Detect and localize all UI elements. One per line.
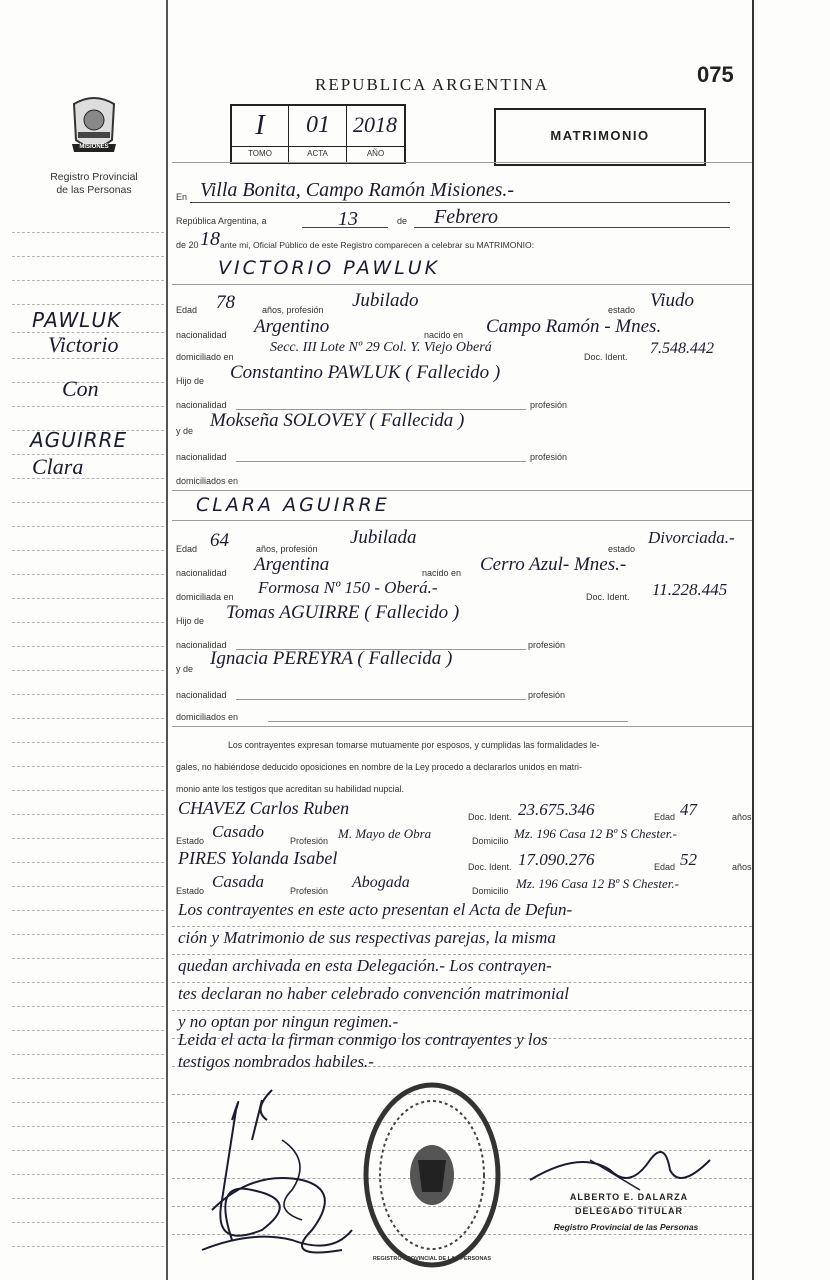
bride-doc-label: Doc. Ident. bbox=[586, 592, 630, 602]
bride-doc: 11.228.445 bbox=[652, 580, 728, 599]
bride-edad: 64 bbox=[210, 530, 229, 551]
witness2-doc: 17.090.276 bbox=[518, 850, 595, 869]
bride-nacionalidad-label: nacionalidad bbox=[176, 568, 227, 578]
ceremony-month: Febrero bbox=[434, 206, 499, 228]
tomo-value: I bbox=[255, 110, 265, 141]
bride-father-label: Hijo de bbox=[176, 616, 205, 626]
witness1-doc-label: Doc. Ident. bbox=[468, 812, 512, 822]
witness2-anos-label: años bbox=[732, 862, 752, 872]
sidebar-con: Con bbox=[62, 376, 99, 401]
bride-name: CLARA AGUIRRE bbox=[196, 494, 390, 516]
groom-estado: Viudo bbox=[650, 290, 694, 311]
bride-profesion: Jubilada bbox=[350, 527, 417, 548]
doc-type-box bbox=[494, 108, 706, 166]
anio-label: AÑO bbox=[366, 149, 385, 158]
witness2-doc-label: Doc. Ident. bbox=[468, 862, 512, 872]
groom-father-label: Hijo de bbox=[176, 376, 205, 386]
round-seal-text: REGISTRO PROVINCIAL DE LAS PERSONAS bbox=[372, 1256, 492, 1262]
groom-edad: 78 bbox=[216, 292, 235, 313]
groom-domicilio-label: domiciliado en bbox=[176, 352, 234, 362]
groom-father: Constantino PAWLUK ( Fallecido ) bbox=[230, 362, 501, 383]
bride-father-nac-label: nacionalidad bbox=[176, 640, 227, 650]
official-stamp-registry: Registro Provincial de las Personas bbox=[553, 1222, 699, 1232]
groom-mother-prof-label: profesión bbox=[530, 452, 568, 462]
declaration-line-1: Los contrayentes expresan tomarse mutuamente por esposos, y cumplidas las formalidades le- bbox=[228, 740, 600, 750]
bride-estado: Divorciada.- bbox=[648, 528, 735, 547]
groom-nacido-label: nacido en bbox=[424, 330, 464, 340]
registry-name-line2: de las Personas bbox=[56, 184, 132, 196]
ceremony-day: 13 bbox=[338, 208, 358, 230]
groom-nacionalidad-label: nacionalidad bbox=[176, 330, 227, 340]
witness1-name: CHAVEZ Carlos Ruben bbox=[178, 798, 350, 818]
witness1-domicilio-label: Domicilio bbox=[472, 836, 509, 846]
seal-label: MISIONES bbox=[79, 144, 109, 150]
sidebar-given-1: Victorio bbox=[48, 332, 119, 357]
groom-domiciliados-label: domiciliados en bbox=[176, 476, 239, 486]
witness1-edad: 47 bbox=[680, 800, 697, 819]
notes-line-2: ción y Matrimonio de sus respectivas parejas, la misma bbox=[178, 928, 556, 947]
groom-mother: Mokseña SOLOVEY ( Fallecida ) bbox=[210, 410, 465, 431]
groom-estado-label: estado bbox=[608, 305, 636, 315]
bride-mother: Ignacia PEREYRA ( Fallecida ) bbox=[210, 648, 453, 669]
bride-domiciliados-label: domiciliados en bbox=[176, 712, 239, 722]
notes-line-5: y no optan por ningun regimen.- bbox=[178, 1012, 399, 1031]
provincial-seal bbox=[66, 94, 122, 160]
witness2-estado-label: Estado bbox=[176, 886, 205, 896]
bride-edad-label: Edad bbox=[176, 544, 198, 554]
declaration-line-2: gales, no habiéndose deducido oposiciones en nombre de la Ley procedo a declararlos unidos en matri- bbox=[176, 762, 582, 772]
bride-domicilio-label: domiciliada en bbox=[176, 592, 234, 602]
witness1-estado: Casado bbox=[212, 822, 264, 841]
official-stamp-title: DELEGADO TITULAR bbox=[575, 1206, 683, 1216]
notes-line-6: Leida el acta la firman conmigo los contrayentes y los bbox=[178, 1030, 548, 1049]
bride-domicilio: Formosa Nº 150 - Oberá.- bbox=[258, 578, 438, 597]
bride-nacionalidad: Argentina bbox=[254, 554, 330, 575]
witness2-edad: 52 bbox=[680, 850, 697, 869]
bride-father-prof-label: profesión bbox=[528, 640, 566, 650]
anio-value: 2018 bbox=[353, 112, 397, 137]
witness1-profesion-label: Profesión bbox=[290, 836, 329, 846]
witness2-estado: Casada bbox=[212, 872, 264, 891]
doc-type-label: MATRIMONIO bbox=[550, 128, 650, 143]
round-official-seal bbox=[362, 1080, 502, 1270]
groom-father-nac-label: nacionalidad bbox=[176, 400, 227, 410]
bride-estado-label: estado bbox=[608, 544, 636, 554]
witness1-domicilio: Mz. 196 Casa 12 Bº S Chester.- bbox=[514, 826, 677, 841]
groom-father-prof-label: profesión bbox=[530, 400, 568, 410]
sidebar-surname-2: AGUIRRE bbox=[30, 428, 128, 452]
groom-doc-label: Doc. Ident. bbox=[584, 352, 628, 362]
bride-mother-label: y de bbox=[176, 664, 194, 674]
de20-label: de 20 bbox=[176, 240, 199, 250]
registry-name-line1: Registro Provincial bbox=[50, 171, 138, 183]
bride-mother-nac-label: nacionalidad bbox=[176, 690, 227, 700]
bride-father: Tomas AGUIRRE ( Fallecido ) bbox=[226, 602, 460, 623]
witness1-profesion: M. Mayo de Obra bbox=[338, 826, 432, 841]
groom-name: VICTORIO PAWLUK bbox=[218, 257, 441, 279]
witness2-domicilio: Mz. 196 Casa 12 Bº S Chester.- bbox=[516, 876, 679, 891]
page-number: 075 bbox=[697, 62, 734, 87]
de-label: de bbox=[397, 216, 408, 226]
notes-line-1: Los contrayentes en este acto presentan el Acta de Defun- bbox=[178, 900, 573, 919]
sidebar-given-2: Clara bbox=[32, 454, 84, 479]
notes-line-4: tes declaran no haber celebrado convención matrimonial bbox=[178, 984, 569, 1003]
groom-edad-label: Edad bbox=[176, 305, 198, 315]
registry-number-box bbox=[230, 104, 406, 164]
groom-mother-label: y de bbox=[176, 426, 194, 436]
official-signature bbox=[520, 1130, 720, 1200]
bride-nacido: Cerro Azul- Mnes.- bbox=[480, 554, 627, 575]
ceremony-place: Villa Bonita, Campo Ramón Misiones.- bbox=[200, 179, 515, 201]
bride-profesion-label: años, profesión bbox=[256, 544, 318, 554]
official-stamp-name: ALBERTO E. DALARZA bbox=[569, 1192, 689, 1202]
groom-nacido: Campo Ramón - Mnes. bbox=[486, 316, 662, 337]
witness1-doc: 23.675.346 bbox=[518, 800, 595, 819]
groom-nacionalidad: Argentino bbox=[254, 316, 330, 337]
declaration-line-3: monio ante los testigos que acreditan su habilidad nupcial. bbox=[176, 784, 404, 794]
en-label: En bbox=[176, 192, 188, 202]
witness1-edad-label: Edad bbox=[654, 812, 676, 822]
republica-label: República Argentina, a bbox=[176, 216, 267, 226]
groom-profesion: Jubilado bbox=[352, 290, 419, 311]
notes-line-7: testigos nombrados habiles.- bbox=[178, 1052, 374, 1071]
sidebar-surname-1: PAWLUK bbox=[32, 308, 122, 332]
binding-margin-line bbox=[166, 0, 168, 1280]
witness2-profesion-label: Profesión bbox=[290, 886, 329, 896]
country-title: REPUBLICA ARGENTINA bbox=[315, 75, 549, 94]
acta-label: ACTA bbox=[307, 149, 328, 158]
notes-line-3: quedan archivada en esta Delegación.- Los contrayen- bbox=[178, 956, 552, 975]
witness2-domicilio-label: Domicilio bbox=[472, 886, 509, 896]
bride-nacido-label: nacido en bbox=[422, 568, 462, 578]
groom-mother-nac-label: nacionalidad bbox=[176, 452, 227, 462]
witness2-name: PIRES Yolanda Isabel bbox=[178, 848, 338, 868]
tomo-label: TOMO bbox=[248, 149, 272, 158]
groom-profesion-label: años, profesión bbox=[262, 305, 324, 315]
witness2-profesion: Abogada bbox=[352, 874, 410, 891]
bride-mother-prof-label: profesión bbox=[528, 690, 566, 700]
acta-value: 01 bbox=[306, 112, 330, 138]
officiant-text: ante mi, Oficial Público de este Registro comparecen a celebrar su MATRIMONIO: bbox=[220, 240, 535, 250]
contracting-parties-signatures bbox=[192, 1080, 362, 1270]
ceremony-year-suffix: 18 bbox=[200, 228, 220, 250]
groom-domicilio: Secc. III Lote Nº 29 Col. Y. Viejo Oberá bbox=[270, 340, 492, 355]
witness1-anos-label: años bbox=[732, 812, 752, 822]
page-right-edge bbox=[752, 0, 754, 1280]
witness2-edad-label: Edad bbox=[654, 862, 676, 872]
witness1-estado-label: Estado bbox=[176, 836, 205, 846]
groom-doc: 7.548.442 bbox=[650, 340, 714, 357]
